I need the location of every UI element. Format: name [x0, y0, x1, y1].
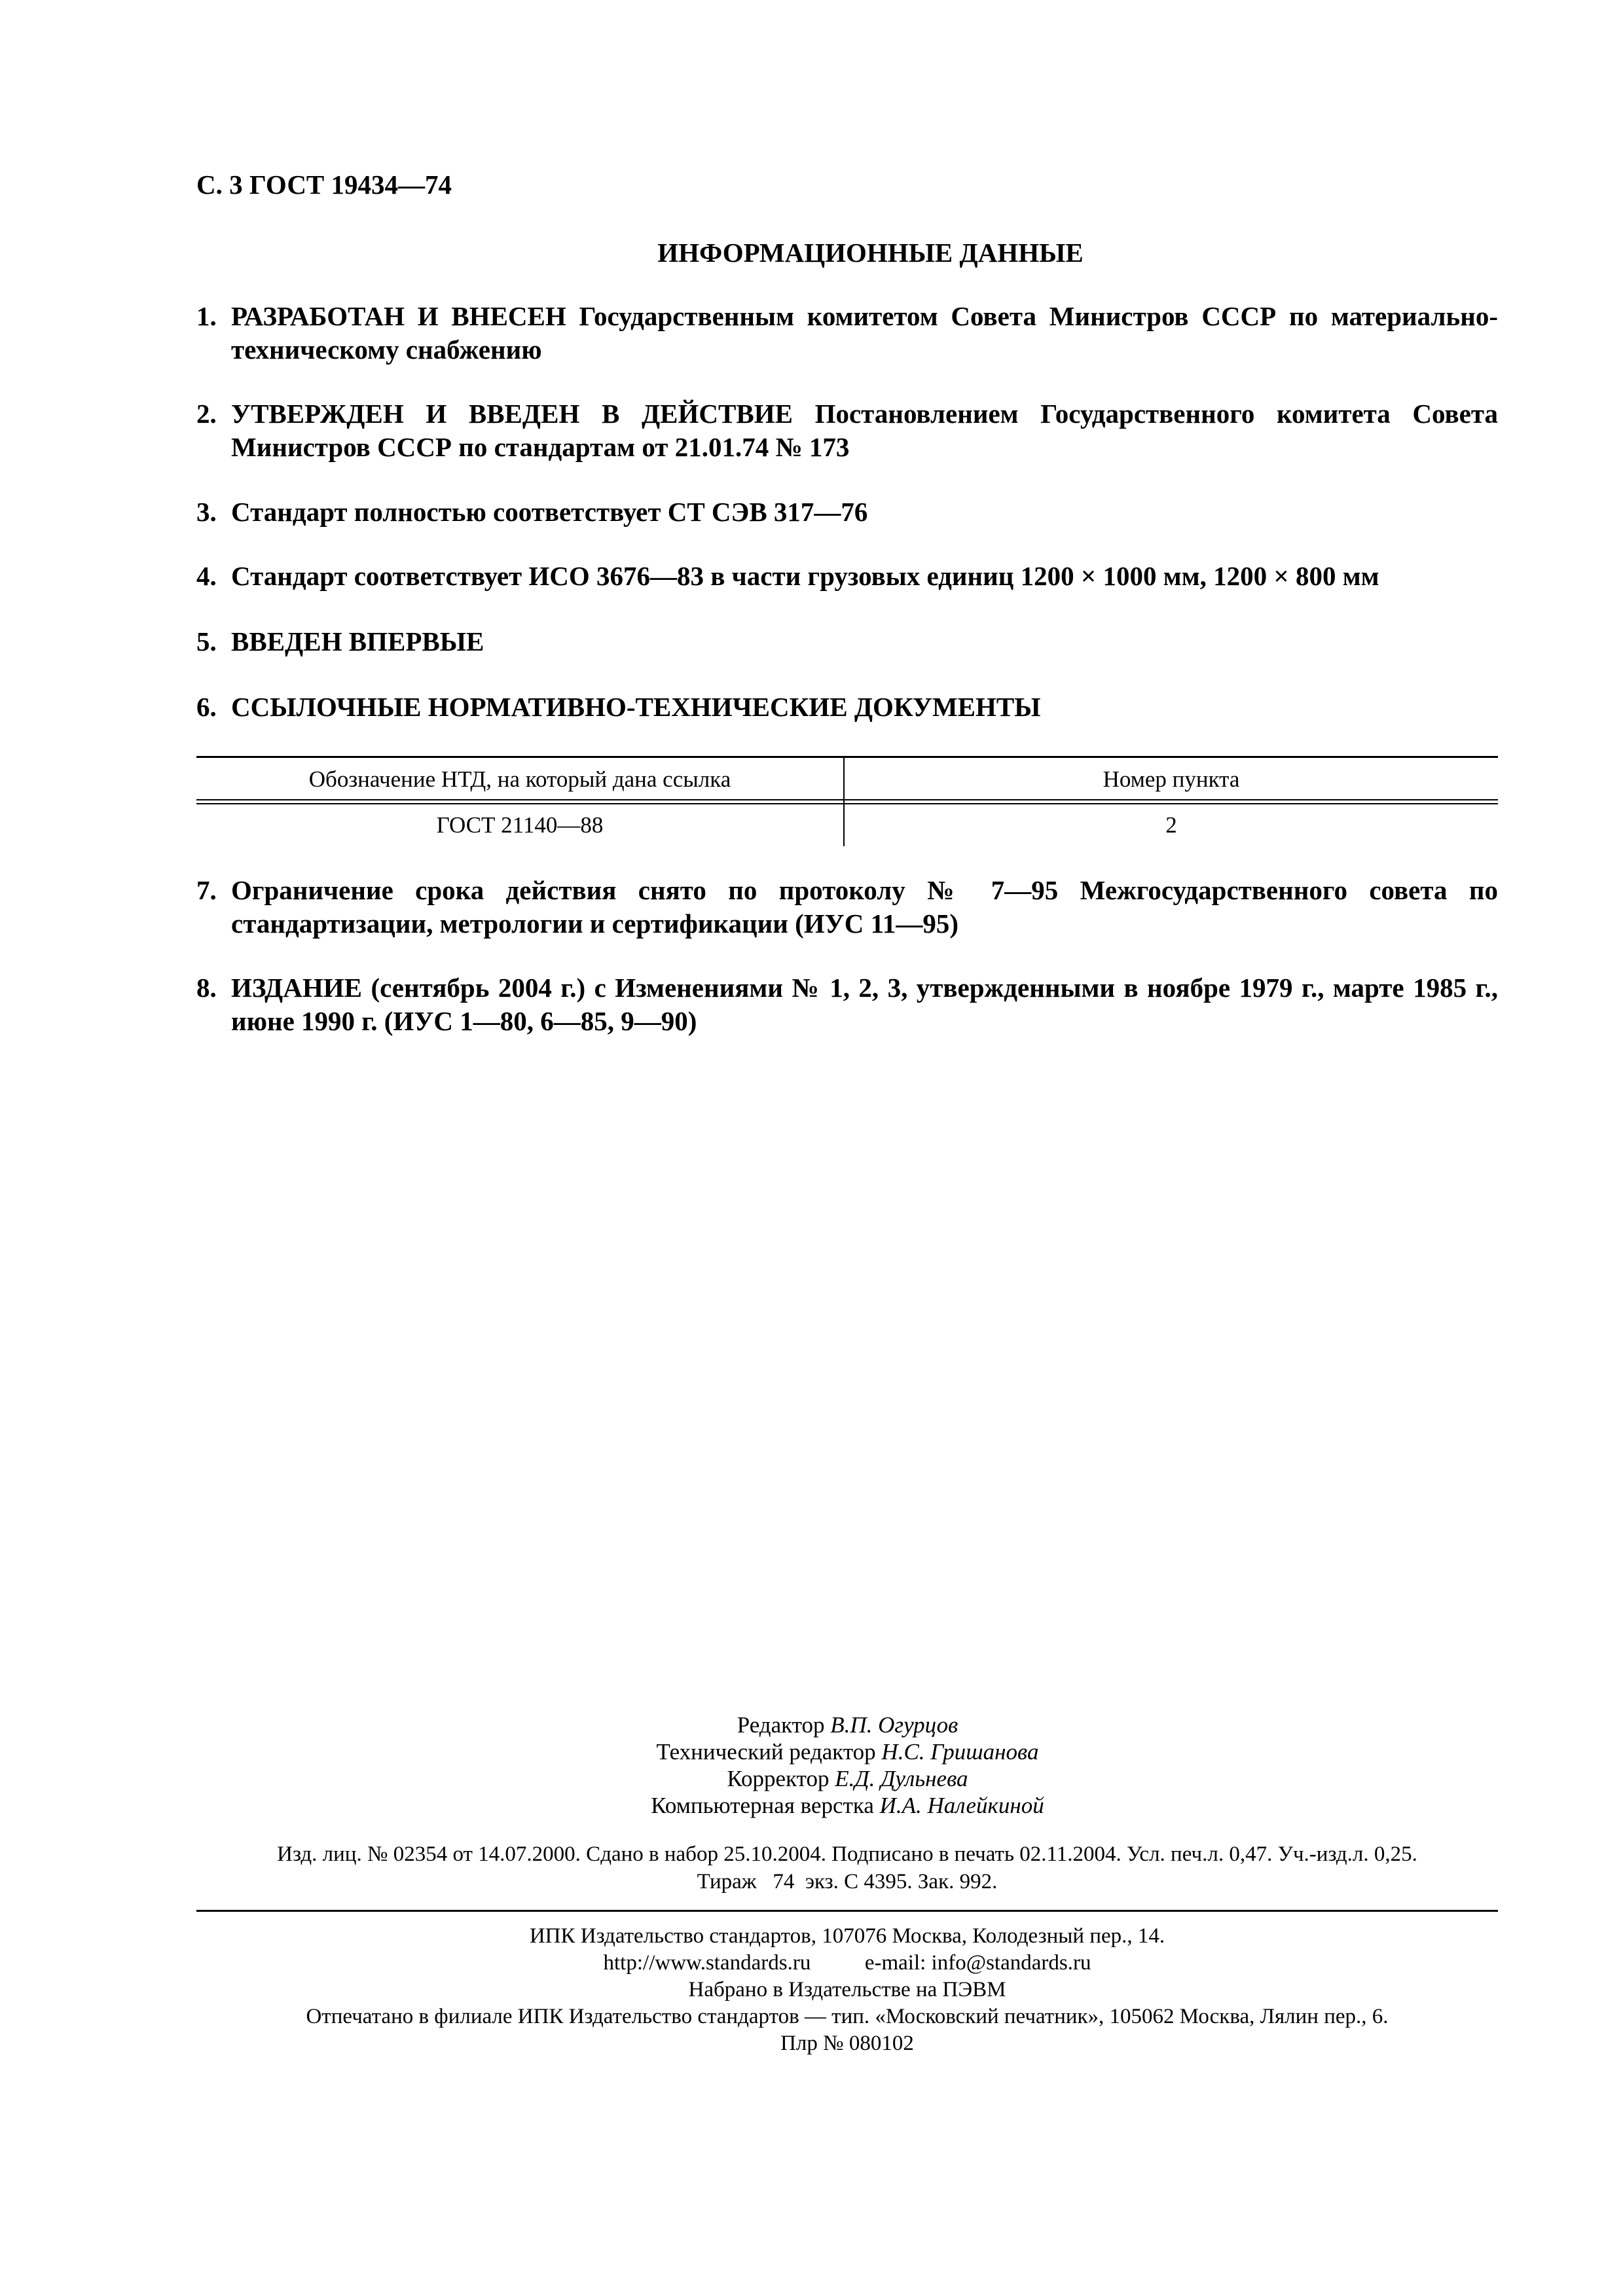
- imprint-line: Изд. лиц. № 02354 от 14.07.2000. Сдано в набор 25.10.2004. Подписано в печать 02.11.2004. Усл. печ.л. 0,47. Уч.-изд.л. 0,25.: [277, 1842, 1417, 1866]
- publisher-line: Отпечатано в филиале ИПК Издательство стандартов — тип. «Московский печатник», 105062 Москва, Лялин пер., 6.: [306, 2005, 1389, 2028]
- list-item: [196, 560, 1498, 593]
- item-number: 5.: [196, 626, 217, 656]
- page-header: С. 3 ГОСТ 19434—74: [196, 170, 452, 200]
- credit-role: Корректор: [727, 1766, 830, 1791]
- credit-line: [0, 1765, 1623, 1792]
- publisher-line: http://www.standards.ru e-mail: info@standards.ru: [603, 1951, 1091, 1975]
- item-body: Стандарт соответствует ИСО 3676—83 в части грузовых единиц 1200 × 1000 мм, 1200 × 800 мм: [231, 561, 1379, 591]
- table-header-rule: [196, 803, 1498, 804]
- table-header-cell: Номер пункта: [1103, 766, 1240, 792]
- item-lead: ИЗДАНИЕ: [231, 973, 362, 1003]
- publisher-line: Набрано в Издательстве на ПЭВМ: [688, 1978, 1006, 2001]
- table-header-rule: [196, 799, 1498, 800]
- item-text: [231, 560, 1498, 593]
- item-body: Ограничение срока действия снято по протоколу № 7—95 Межгосударственного совета по стандартизации, метрологии и сертификации (ИУС 11—95): [231, 875, 1498, 939]
- publisher-line: Плр № 080102: [780, 2032, 914, 2055]
- item-text: [231, 397, 1498, 464]
- item-number: 2.: [196, 399, 217, 429]
- credit-line: [0, 1712, 1623, 1738]
- item-lead: ВВЕДЕН ВПЕРВЫЕ: [231, 626, 484, 656]
- credit-name: Е.Д. Дульнева: [835, 1766, 968, 1791]
- list-item: [196, 625, 1498, 658]
- list-item: [196, 300, 1498, 367]
- item-text: [231, 300, 1498, 367]
- list-item: [196, 691, 1498, 724]
- reference-table: [196, 756, 1498, 846]
- item-text: [231, 625, 1498, 658]
- item-number: 3.: [196, 497, 217, 527]
- imprint-line: Тираж 74 экз. С 4395. Зак. 992.: [697, 1870, 998, 1893]
- table-cell: ГОСТ 21140—88: [436, 812, 604, 838]
- item-text: [231, 874, 1498, 941]
- section-title: ИНФОРМАЦИОННЫЕ ДАННЫЕ: [657, 238, 1084, 268]
- list-item: [196, 397, 1498, 464]
- table-cell: 2: [1165, 812, 1177, 838]
- item-number: 4.: [196, 561, 217, 591]
- item-body: (сентябрь 2004 г.) с Изменениями № 1, 2, 3, утвержденными в ноябре 1979 г., марте 1985 г., июне 1990 г. (ИУС 1—80, 6—85, 9—90): [231, 973, 1499, 1036]
- credit-name: И.А. Налейкиной: [879, 1793, 1044, 1818]
- list-item: [196, 874, 1498, 941]
- credit-role: Технический редактор: [656, 1739, 876, 1765]
- item-number: 1.: [196, 301, 217, 331]
- item-text: [231, 495, 1498, 529]
- credit-name: Н.С. Гришанова: [881, 1739, 1039, 1765]
- item-lead: ССЫЛОЧНЫЕ НОРМАТИВНО-ТЕХНИЧЕСКИЕ ДОКУМЕНТЫ: [231, 692, 1041, 722]
- credit-line: [0, 1792, 1623, 1819]
- item-number: 6.: [196, 692, 217, 722]
- item-lead: УТВЕРЖДЕН И ВВЕДЕН В ДЕЙСТВИЕ: [231, 399, 793, 429]
- credit-role: Компьютерная верстка: [651, 1793, 874, 1818]
- list-item: [196, 495, 1498, 529]
- item-number: 7.: [196, 875, 217, 905]
- item-body: Постановлением Государственного комитета Совета Министров СССР по стандартам от 21.01.74 № 173: [231, 399, 1498, 462]
- divider-rule: [196, 1910, 1498, 1912]
- item-body: Стандарт полностью соответствует СТ СЭВ 317—76: [231, 497, 868, 527]
- table-top-rule: [196, 756, 1498, 758]
- list-item: [196, 971, 1498, 1038]
- publisher-line: ИПК Издательство стандартов, 107076 Москва, Колодезный пер., 14.: [529, 1924, 1165, 1948]
- item-text: [231, 971, 1498, 1038]
- item-lead: РАЗРАБОТАН И ВНЕСЕН: [231, 301, 566, 331]
- credit-line: [0, 1738, 1623, 1765]
- credit-name: В.П. Огурцов: [830, 1712, 958, 1738]
- item-text: [231, 691, 1498, 724]
- item-number: 8.: [196, 973, 217, 1003]
- credit-role: Редактор: [737, 1712, 825, 1738]
- table-header-cell: Обозначение НТД, на который дана ссылка: [308, 766, 731, 792]
- item-body: Государственным комитетом Совета Министров СССР по материально-техническому снабжению: [231, 301, 1498, 365]
